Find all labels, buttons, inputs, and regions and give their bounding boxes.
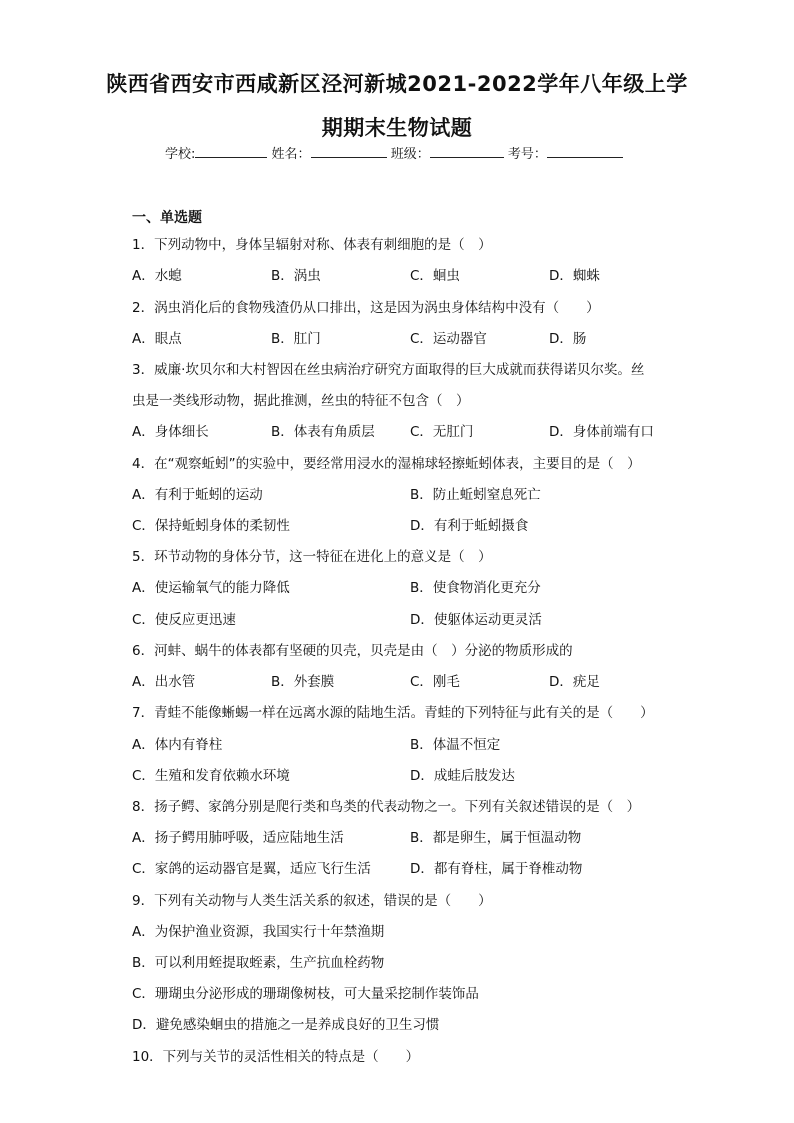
question-3-stem-line2: 虫是一类线形动物，据此推测，丝虫的特征不包含（ ）	[132, 393, 470, 409]
question-5-stem: 5．环节动物的身体分节，这一特征在进化上的意义是（ ）	[132, 549, 492, 565]
question-1-option-d: D．蜘蛛	[549, 268, 600, 284]
question-5-option-c: C．使反应更迅速	[132, 612, 236, 628]
question-6-option-c: C．刚毛	[410, 674, 460, 690]
school-blank[interactable]	[195, 145, 267, 158]
question-8-option-a: A．扬子鳄用肺呼吸，适应陆地生活	[132, 830, 344, 846]
question-6-option-a: A．出水管	[132, 674, 196, 690]
question-4-option-b: B．防止蚯蚓窒息死亡	[410, 487, 541, 503]
question-8-option-b: B．都是卵生，属于恒温动物	[410, 830, 582, 846]
section-title: 一、单选题	[132, 210, 202, 226]
question-8-option-d: D．都有脊柱，属于脊椎动物	[410, 861, 583, 877]
question-7-stem: 7．青蛙不能像蜥蜴一样在远离水源的陆地生活。青蛙的下列特征与此有关的是（ ）	[132, 705, 654, 721]
question-7-option-c: C．生殖和发育依赖水环境	[132, 768, 290, 784]
question-5-option-b: B．使食物消化更充分	[410, 580, 541, 596]
question-8-option-c: C．家鸽的运动器官是翼，适应飞行生活	[132, 861, 371, 877]
student-info-line	[165, 143, 623, 162]
question-1-option-b: B．涡虫	[271, 268, 321, 284]
question-1-stem: 1．下列动物中，身体呈辐射对称、体表有刺细胞的是（ ）	[132, 237, 492, 253]
question-4-option-c: C．保持蚯蚓身体的柔韧性	[132, 518, 290, 534]
question-2-option-a: A．眼点	[132, 331, 182, 347]
school-label: 学校:	[165, 147, 196, 162]
question-7-option-a: A．体内有脊柱	[132, 737, 223, 753]
page-title-line2: 期期末生物试题	[321, 116, 473, 140]
question-3-option-b: B．体表有角质层	[271, 424, 375, 440]
question-9-option-b: B．可以利用蛭提取蛭素，生产抗血栓药物	[132, 955, 385, 971]
question-9-stem: 9．下列有关动物与人类生活关系的叙述，错误的是（ ）	[132, 893, 492, 909]
question-4-option-d: D．有利于蚯蚓摄食	[410, 518, 529, 534]
number-blank[interactable]	[547, 145, 623, 158]
question-10-stem: 10．下列与关节的灵活性相关的特点是（ ）	[132, 1049, 420, 1065]
name-label: 姓名：	[271, 147, 311, 162]
page-title-line1: 陕西省西安市西咸新区泾河新城2021-2022学年八年级上学	[106, 72, 688, 96]
number-label: 考号：	[507, 147, 547, 162]
question-9-option-d: D．避免感染蛔虫的措施之一是养成良好的卫生习惯	[132, 1017, 440, 1033]
question-3-option-c: C．无肛门	[410, 424, 474, 440]
class-blank[interactable]	[430, 145, 504, 158]
question-3-option-a: A．身体细长	[132, 424, 209, 440]
question-2-stem: 2．涡虫消化后的食物残渣仍从口排出，这是因为涡虫身体结构中没有（ ）	[132, 300, 600, 316]
question-7-option-b: B．体温不恒定	[410, 737, 501, 753]
question-9-option-a: A．为保护渔业资源，我国实行十年禁渔期	[132, 924, 385, 940]
question-6-option-b: B．外套膜	[271, 674, 335, 690]
question-2-option-b: B．肛门	[271, 331, 321, 347]
question-2-option-d: D．肠	[549, 331, 587, 347]
question-4-option-a: A．有利于蚯蚓的运动	[132, 487, 263, 503]
class-label: 班级：	[390, 147, 430, 162]
question-6-option-d: D．疣足	[549, 674, 600, 690]
question-3-option-d: D．身体前端有口	[549, 424, 654, 440]
name-blank[interactable]	[311, 145, 387, 158]
question-3-stem-line1: 3．威廉·坎贝尔和大村智因在丝虫病治疗研究方面取得的巨大成就而获得诺贝尔奖。丝	[132, 362, 645, 378]
question-7-option-d: D．成蛙后肢发达	[410, 768, 515, 784]
question-4-stem: 4．在“观察蚯蚓”的实验中，要经常用浸水的湿棉球轻擦蚯蚓体表，主要目的是（ ）	[132, 456, 641, 472]
question-2-option-c: C．运动器官	[410, 331, 487, 347]
question-5-option-a: A．使运输氧气的能力降低	[132, 580, 290, 596]
question-6-stem: 6．河蚌、蜗牛的体表都有坚硬的贝壳，贝壳是由（ ）分泌的物质形成的	[132, 643, 573, 659]
question-5-option-d: D．使躯体运动更灵活	[410, 612, 542, 628]
question-9-option-c: C．珊瑚虫分泌形成的珊瑚像树枝，可大量采挖制作装饰品	[132, 986, 479, 1002]
question-1-option-c: C．蛔虫	[410, 268, 460, 284]
question-1-option-a: A．水螅	[132, 268, 182, 284]
question-8-stem: 8．扬子鳄、家鸽分别是爬行类和鸟类的代表动物之一。下列有关叙述错误的是（ ）	[132, 799, 641, 815]
